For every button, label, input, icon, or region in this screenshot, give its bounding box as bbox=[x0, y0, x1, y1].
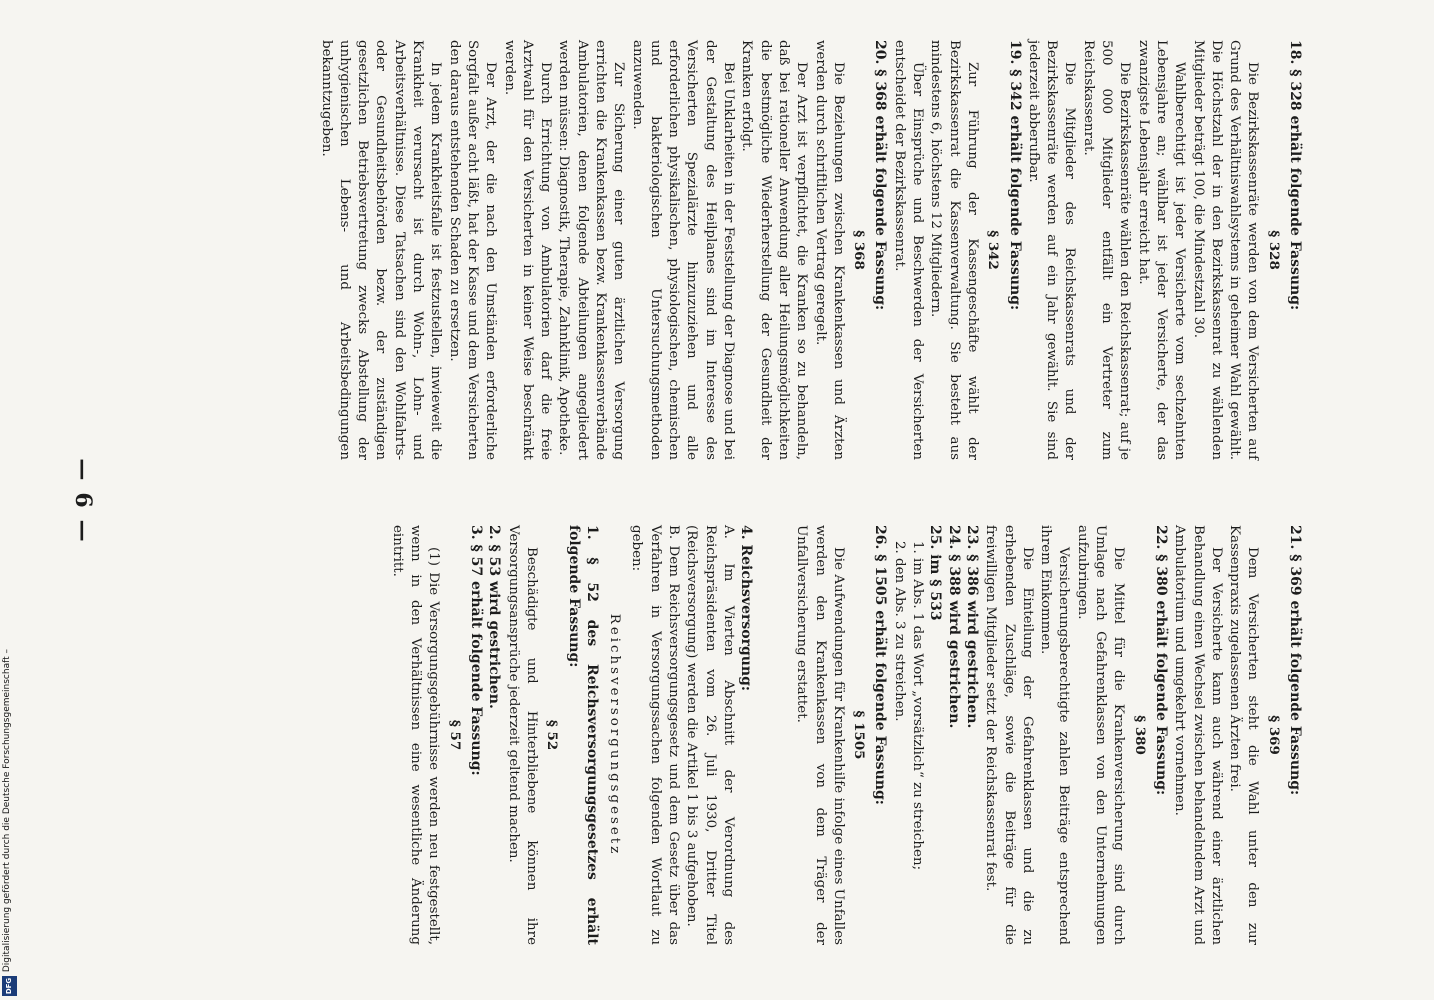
page-number bbox=[70, 450, 96, 550]
section-heading: § 57 bbox=[446, 719, 463, 751]
paragraph: Der Versicherte kann auch während einer ärztlichen Behandlung einen Wechsel zwischen behandelndem Arzt und Ambulatorium und umgekehrt vornehmen. bbox=[1172, 525, 1224, 945]
digitization-footer bbox=[2, 606, 18, 996]
paragraph: Wahlberechtigt ist jeder Versicherte vom sechzehnten Lebensjahre an; wählbar ist jeder Versicherte, der das zwanzigste Lebensjahr erreicht hat. bbox=[1135, 40, 1188, 460]
paragraph: Die Bezirkskassenräte wählen den Reichskassenrat; auf je 500 000 Mitglieder entfällt ein Vertreter zum Reichskassenrat. bbox=[1080, 40, 1133, 460]
paragraph: In jedem Krankheitsfalle ist festzustellen, inwieweit die Krankheit verursacht ist durch Wohn-, Lohn- und Arbeitsverhältnisse. Diese Tatsachen sind den Wohlfahrts- oder Gesundheitsbehörden bezw. der zuständigen gesetzlichen Betriebsvertretung zwecks Abstellung der unhygienischen Lebens- und Arbeitsbedingungen bekanntzugeben. bbox=[318, 40, 444, 460]
law-title: Reichsversorgungsgesetz bbox=[607, 613, 623, 857]
amendment-heading: 26. § 1505 erhält folgende Fassung: bbox=[872, 525, 889, 805]
paragraph: Über Einsprüche und Beschwerden der Versicherten entscheidet der Bezirkskassenrat. bbox=[891, 40, 926, 460]
amendment-heading: 2. § 53 wird gestrichen. bbox=[486, 525, 503, 709]
section-heading: § 1505 bbox=[851, 710, 868, 760]
spacer bbox=[769, 525, 779, 945]
page-dash-right: — bbox=[70, 519, 96, 542]
amendment-heading: 21. § 369 erhält folgende Fassung: bbox=[1287, 525, 1303, 796]
paragraph: Die Bezirkskassenräte werden von dem Versicherten auf Grund des Verhältniswahlsystems in geheimer Wahl gewählt. Die Höchstzahl der in den Bezirkskassenrat zu wählenden Mitglieder beträgt 100, die Mindestzahl 30. bbox=[1190, 40, 1261, 460]
paragraph: Zur Führung der Kassengeschäfte wählt der Bezirkskassenrat die Kassenverwaltung. Sie besteht aus mindestens 6, höchstens 12 Mitgliedern. bbox=[928, 40, 980, 460]
paragraph: Der Arzt ist verpflichtet, die Kranken so zu behandeln, daß bei rationeller Anwendung aller Heilungsmöglichkeiten die bestmögliche Wiederherstellung der Gesundheit der Kranken erfolgt. bbox=[739, 40, 810, 460]
footer-credit-text: Digitalisierung gefördert durch die Deutsche Forschungsgemeinschaft – bbox=[2, 648, 12, 972]
section-heading: § 328 bbox=[1265, 230, 1282, 270]
paragraph: Bei Unklarheiten in der Feststellung der Diagnose und bei der Gestaltung des Heilplanes sind im Interesse des Versicherten Spezialärzte hinzuzuziehen und alle erforderlichen physikalischen, physiologischen, chemischen und bakteriologischen Untersuchungsmethoden anzuwenden. bbox=[629, 40, 737, 460]
paragraph: Beschädigte und Hinterbliebene können ihre Versorgungsansprüche jederzeit geltend machen. bbox=[505, 525, 539, 945]
amendment-heading: 25. im § 533 bbox=[927, 525, 944, 621]
lettered-paragraph: A. Im Vierten Abschnitt der Verordnung des Reichspräsidenten vom 26. Juli 1930, Dritter Titel (Reichsversorgung) werden die Artikel 1 bis 3 aufgehoben. bbox=[684, 525, 736, 945]
section-heading: § 369 bbox=[1265, 715, 1282, 755]
section-heading: § 368 bbox=[851, 230, 868, 270]
paragraph: Dem Versicherten steht die Wahl unter den zur Kassenpraxis zugelassenen Ärzten frei. bbox=[1227, 525, 1261, 945]
paragraph: Die Beziehungen zwischen Krankenkassen und Ärzten werden durch schriftlichen Vertrag geregelt. bbox=[812, 40, 846, 460]
page-dash-left: — bbox=[70, 458, 96, 481]
amendment-heading: 4. Reichsversorgung: bbox=[738, 525, 755, 692]
paragraph: Die Aufwendungen für Krankenhilfe infolge eines Unfalles werden den Krankenkassen von dem Träger der Unfallversicherung erstattet. bbox=[794, 525, 846, 945]
paragraph: Die Einteilung der Gefahrenklassen und die zu erhebenden Zuschläge, sowie die Beiträge für die freiwilligen Mitglieder setzt der Reichskassenrat fest. bbox=[983, 525, 1035, 945]
page-number-value: 6 bbox=[70, 492, 96, 508]
amendment-heading: 24. § 388 wird gestrichen. bbox=[945, 525, 962, 729]
amendment-heading: 18. § 328 erhält folgende Fassung: bbox=[1287, 40, 1303, 311]
paragraph: Versicherungsberechtigte zahlen Beiträge entsprechend ihrem Einkommen. bbox=[1038, 525, 1072, 945]
amendment-heading: 3. § 57 erhält folgende Fassung: bbox=[468, 525, 485, 776]
paragraph: (1) Die Versorgungsgebührnisse werden neu festgestellt, wenn in den Verhältnissen eine wesentliche Änderung eintritt. bbox=[389, 525, 442, 945]
sub-item: 1. im Abs. 1 das Wort „vorsätzlich“ zu streichen; bbox=[910, 541, 926, 871]
dfg-logo-label: DFG bbox=[5, 977, 14, 995]
paragraph: Durch Errichtung von Ambulatorien darf die freie Arztwahl für den Versicherten in keiner Weise beschränkt werden. bbox=[501, 40, 554, 460]
paragraph: Der Arzt, der die nach den Umständen erforderliche Sorgfalt außer acht läßt, hat der Kasse und dem Versicherten den daraus entstehenden Schaden zu ersetzen. bbox=[446, 40, 499, 460]
section-heading: § 342 bbox=[985, 230, 1002, 270]
left-text-column bbox=[316, 40, 1304, 460]
paragraph: Zur Sicherung einer guten ärztlichen Versorgung errichten die Krankenkassen bezw. Krankenkassenverbände Ambulatorien, denen folgende Abteilungen angegliedert werden müssen: Diagnostik, Therapie, Zahnklinik, Apotheke. bbox=[556, 40, 627, 460]
amendment-heading: 19. § 342 erhält folgende Fassung: bbox=[1006, 40, 1023, 311]
amendment-heading: 20. § 368 erhält folgende Fassung: bbox=[872, 40, 889, 311]
section-heading: § 380 bbox=[1131, 715, 1148, 755]
lettered-paragraph: B. Dem Reichsversorgungsgesetz und dem Gesetz über das Verfahren in Versorgungssachen folgenden Wortlaut zu geben: bbox=[629, 525, 682, 945]
section-heading: § 52 bbox=[544, 719, 561, 751]
dfg-logo bbox=[2, 976, 17, 996]
amendment-heading: 1. § 52 des Reichsversorgungsgesetzes erhält folgende Fassung: bbox=[565, 525, 600, 945]
paragraph: Die Mittel für die Krankenversicherung sind durch Umlage nach Gefahrenklassen von den Unternehmungen aufzubringen. bbox=[1074, 525, 1127, 945]
sub-item: 2. den Abs. 3 zu streichen. bbox=[891, 541, 907, 722]
amendment-heading: 23. § 386 wird gestrichen. bbox=[963, 525, 980, 729]
paragraph: Die Mitglieder des Reichskassenrats und der Bezirkskassenräte werden auf ein Jahr gewählt. Sie sind jederzeit abberufbar. bbox=[1025, 40, 1078, 460]
amendment-heading: 22. § 380 erhält folgende Fassung: bbox=[1152, 525, 1169, 796]
right-text-column bbox=[388, 525, 1304, 945]
